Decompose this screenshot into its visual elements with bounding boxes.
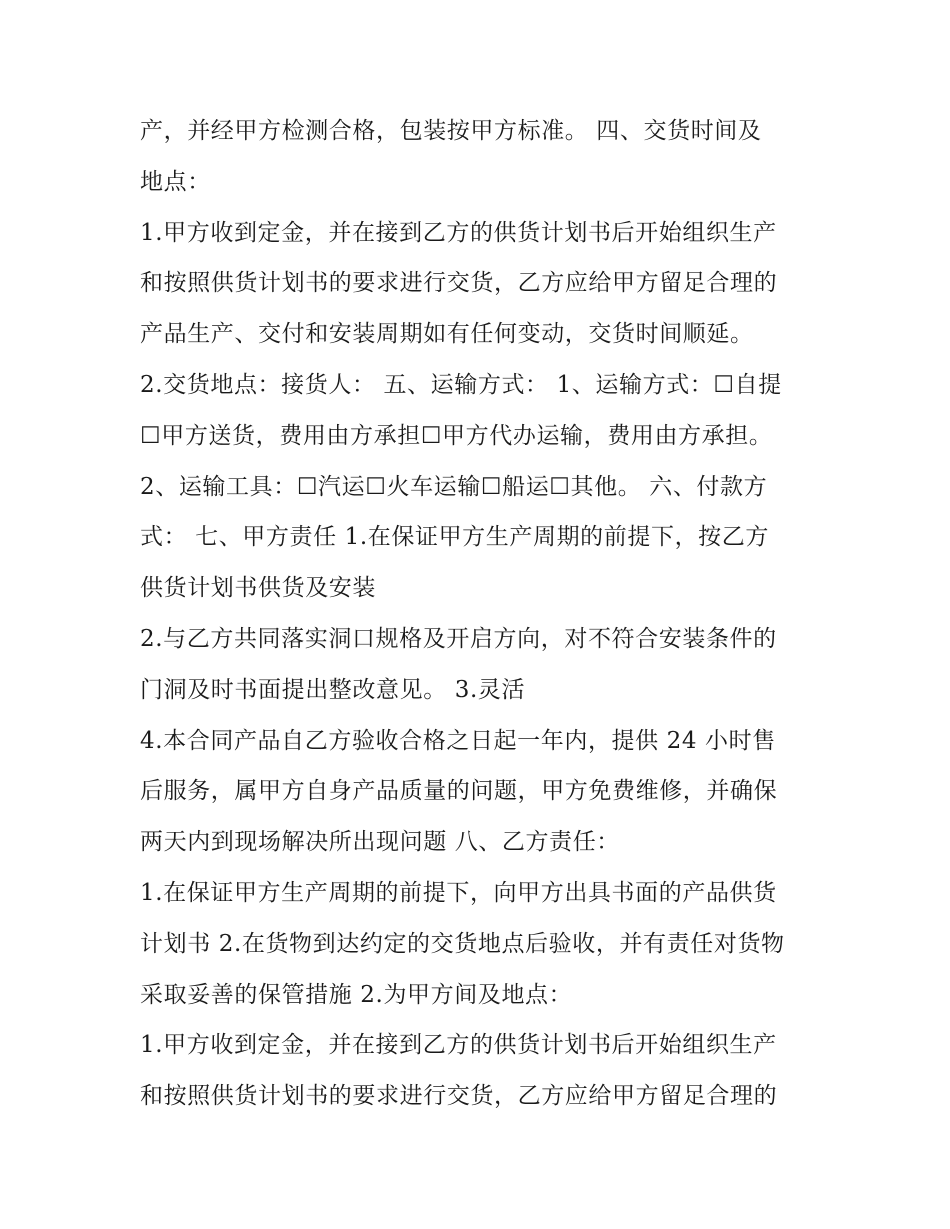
text-line: 1.甲方收到定金，并在接到乙方的供货计划书后开始组织生产 [140,1032,777,1059]
text-line: ☐甲方送货，费用由方承担☐甲方代办运输，费用由方承担。 [140,422,773,449]
text-line: 式： 七、甲方责任 1.在保证甲方生产周期的前提下，按乙方 [140,524,769,551]
text-line: 2.交货地点：接货人： 五、运输方式： 1、运输方式：☐自提 [140,371,782,398]
text-line: 2.与乙方共同落实洞口规格及开启方向，对不符合安装条件的 [140,625,777,652]
text-line: 采取妥善的保管措施 2.为甲方间及地点： [140,981,573,1008]
text-line: 地点： [140,168,211,195]
text-line: 两天内到现场解决所出现问题 八、乙方责任： [140,829,620,856]
contract-text-body [140,106,830,1122]
text-line: 产，并经甲方检测合格，包装按甲方标准。 四、交货时间及 [140,118,762,144]
text-line: 门洞及时书面提出整改意见。 3.灵活 [140,676,526,703]
text-line: 和按照供货计划书的要求进行交货，乙方应给甲方留足合理的 [140,270,778,297]
text-line: 和按照供货计划书的要求进行交货，乙方应给甲方留足合理的 [140,1083,778,1110]
text-line: 计划书 2.在货物到达约定的交货地点后验收，并有责任对货物 [140,930,785,957]
text-line: 1.在保证甲方生产周期的前提下，向甲方出具书面的产品供货 [140,879,777,906]
text-line: 后服务，属甲方自身产品质量的问题，甲方免费维修，并确保 [140,778,778,805]
text-line: 产品生产、交付和安装周期如有任何变动，交货时间顺延。 [140,321,754,348]
text-line: 2、运输工具：☐汽运☐火车运输☐船运☐其他。 六、付款方 [140,473,768,500]
text-line: 4.本合同产品自乙方验收合格之日起一年内，提供 24 小时售 [140,727,776,754]
text-line: 供货计划书供货及安装 [140,575,376,602]
text-line: 1.甲方收到定金，并在接到乙方的供货计划书后开始组织生产 [140,219,777,246]
